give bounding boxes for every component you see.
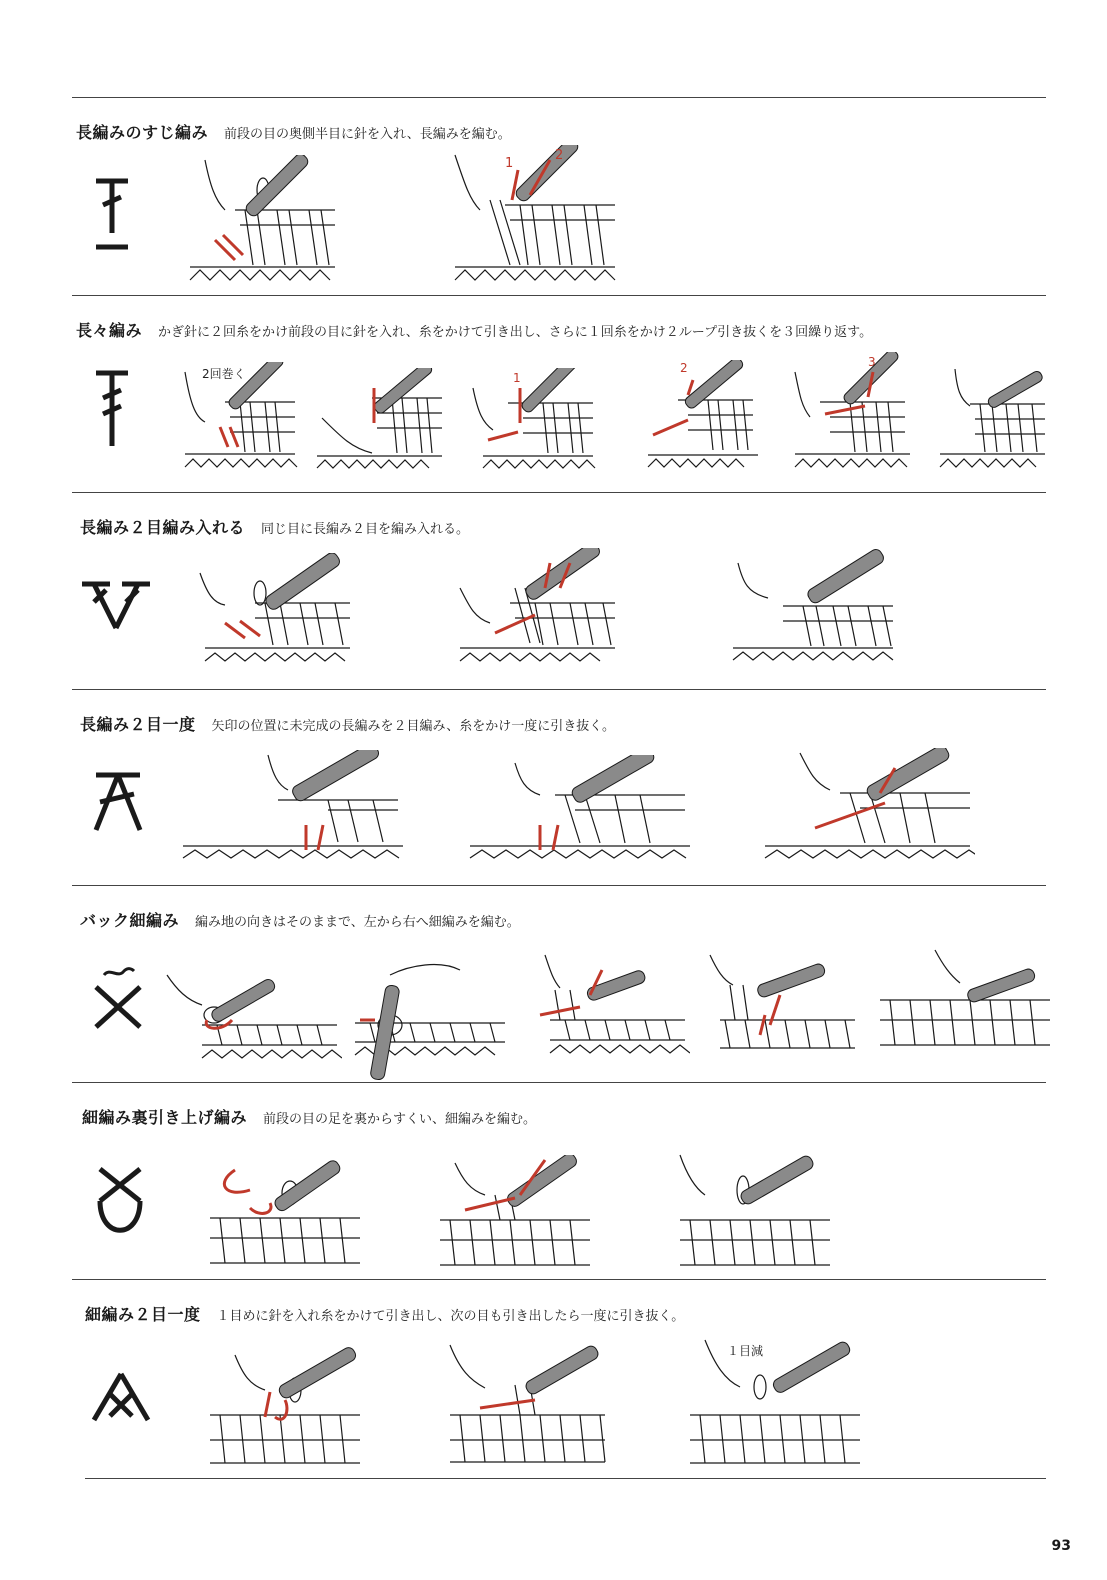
- section-heading: [85, 1302, 684, 1325]
- single-crochet-decrease-symbol-icon: [88, 1370, 154, 1426]
- section-title: バック細編み: [80, 911, 180, 930]
- section-title: 長編みのすじ編み: [76, 123, 209, 142]
- section-description: 前段の目の足を裏からすくい、細編みを編む。: [263, 1112, 537, 1127]
- stitch-illustration: [435, 1155, 595, 1275]
- note-label: １目減: [727, 1344, 764, 1358]
- stitch-illustration: [525, 950, 690, 1060]
- divider: [72, 492, 1046, 493]
- step-number: 3: [868, 355, 876, 369]
- section-description: かぎ針に２回糸をかけ前段の目に針を入れ、糸をかけて引き出し、さらに１回糸をかけ２ループ引き抜くを３回繰り返す。: [158, 325, 873, 340]
- stitch-illustration: [178, 750, 408, 870]
- note-label: 2回巻く: [202, 367, 246, 381]
- stitch-illustration: [760, 748, 975, 870]
- section-heading: [80, 908, 520, 931]
- section-heading: [80, 515, 469, 538]
- section-description: 矢印の位置に未完成の長編みを２目編み、糸をかけ一度に引き抜く。: [211, 719, 616, 734]
- section-heading: [82, 1105, 536, 1128]
- divider: [72, 885, 1046, 886]
- stitch-illustration: [350, 955, 510, 1080]
- stitch-illustration: [935, 364, 1050, 474]
- double-crochet-increase-symbol-icon: [80, 578, 152, 634]
- divider: [72, 1082, 1046, 1083]
- stitch-illustration: [205, 1345, 365, 1470]
- section-title: 長々編み: [76, 321, 143, 340]
- section-description: 前段の目の奥側半目に針を入れ、長編みを編む。: [224, 127, 511, 142]
- double-crochet-back-loop-symbol-icon: [90, 175, 134, 255]
- step-number: 1: [505, 156, 514, 171]
- stitch-illustration: [628, 360, 763, 475]
- section-title: 細編み２目一度: [85, 1305, 201, 1324]
- stitch-illustration: [675, 1150, 835, 1275]
- stitch-illustration: [465, 755, 695, 870]
- stitch-illustration: [185, 155, 345, 290]
- treble-crochet-symbol-icon: [92, 368, 132, 450]
- stitch-illustration: [445, 1340, 610, 1470]
- divider: [72, 295, 1046, 296]
- stitch-illustration: [685, 1335, 865, 1470]
- section-description: 編み地の向きはそのままで、左から右へ細編みを編む。: [195, 915, 520, 930]
- step-number: 1: [513, 371, 521, 385]
- stitch-illustration: [162, 970, 342, 1065]
- back-post-single-crochet-symbol-icon: [94, 1165, 146, 1237]
- reverse-single-crochet-symbol-icon: [90, 965, 146, 1031]
- section-title: 長編み２目一度: [80, 715, 196, 734]
- stitch-illustration: [180, 362, 300, 477]
- step-number: 2: [680, 361, 688, 375]
- page-number: 93: [1051, 1538, 1071, 1554]
- double-crochet-decrease-symbol-icon: [90, 770, 146, 834]
- divider: [72, 97, 1046, 98]
- divider: [85, 1478, 1046, 1479]
- divider: [72, 1279, 1046, 1280]
- section-heading: [76, 318, 872, 341]
- stitch-illustration: [455, 548, 620, 673]
- section-title: 細編み裏引き上げ編み: [82, 1108, 248, 1127]
- stitch-illustration: [705, 950, 860, 1055]
- section-title: 長編み２目編み入れる: [80, 518, 246, 537]
- stitch-illustration: [312, 368, 447, 478]
- stitch-illustration: [205, 1158, 365, 1273]
- stitch-illustration: [790, 352, 920, 474]
- section-heading: [80, 712, 615, 735]
- section-description: 同じ目に長編み２目を編み入れる。: [261, 522, 470, 537]
- stitch-illustration: [468, 368, 598, 478]
- section-heading: [76, 120, 511, 143]
- step-number: 2: [555, 148, 564, 163]
- section-description: １目めに針を入れ糸をかけて引き出し、次の目も引き出したら一度に引き抜く。: [216, 1309, 685, 1324]
- stitch-illustration: [450, 145, 620, 290]
- stitch-illustration: [728, 548, 898, 673]
- stitch-illustration: [195, 553, 355, 673]
- stitch-illustration: [875, 945, 1055, 1050]
- divider: [72, 689, 1046, 690]
